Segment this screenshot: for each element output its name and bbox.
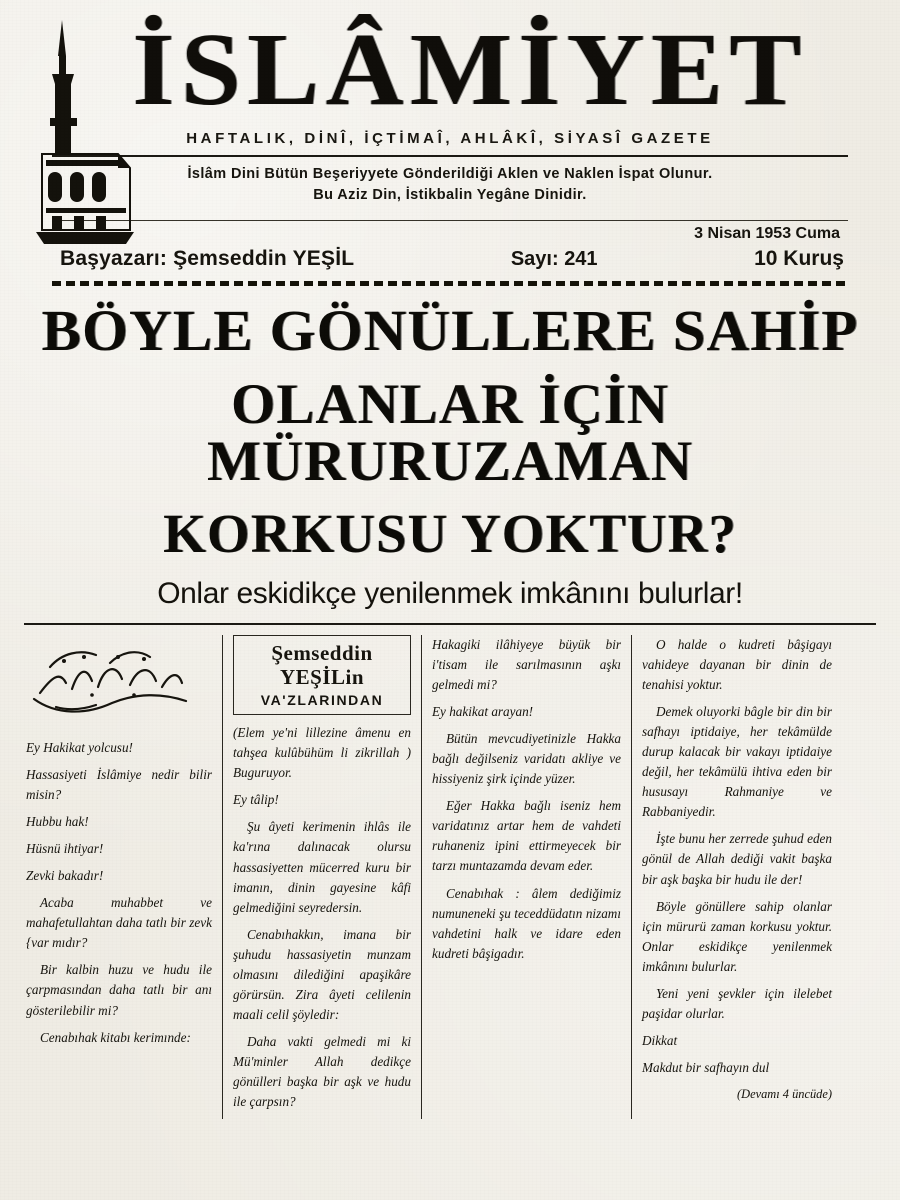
paragraph: Hubbu hak! [26, 814, 89, 830]
paragraph: Makdut bir safhayın dul [642, 1060, 770, 1076]
continuation-note: (Devamı 4 üncüde) [737, 1087, 832, 1102]
paragraph: Cenabıhakkın, imana bir şuhudu hassasiyetin munzam olmasını dilediğini apaşikâre görürsün. Zira âyeti celilenin maali celil şöyledir: [233, 926, 411, 1022]
issue-info-row [26, 245, 874, 279]
sermon-title-box [233, 635, 411, 715]
paragraph: (Elem ye'ni lillezine âmenu en tahşea kulûbühüm li zikrillah ) Buguruyor. [233, 725, 411, 781]
paragraph: Bütün mevcudiyetinizle Hakka bağlı değilseniz varidatı akliye ve hissiyeniz şirk içinde yüzer. [432, 731, 621, 787]
paragraph: Yeni yeni şevkler için ilelebet paşidar olurlar. [642, 985, 832, 1021]
headline-line-3: KORKUSU YOKTUR? [163, 502, 737, 564]
paragraph: Dikkat [642, 1032, 678, 1048]
paragraph: Hakagiki ilâhiyeye büyük bir i'tisam ile sarılmasının aşkı gelmedi mi? [432, 636, 621, 692]
paragraph: Cenabıhak : âlem dediğimiz numuneneki şu teceddüdatın nizamı vahdetini halk ve idare eden kudreti bâşigadır. [432, 885, 621, 961]
sermon-author: Şemseddin YEŞİLin [271, 640, 373, 689]
issue-price: 10 Kuruş [754, 246, 844, 270]
issue-date: 3 Nisan 1953 Cuma [694, 224, 840, 242]
column-1 [26, 635, 222, 1119]
column-2-text [233, 723, 411, 1112]
column-1-text [26, 738, 212, 1048]
headline-subhead: Onlar eskidikçe yenilenmek imkânını bulurlar! [157, 576, 743, 610]
headline-block [0, 286, 900, 564]
paragraph: İşte bunu her zerrede şuhud eden gönül de Allah dediği vakit başka bir aşk başka bir hudu ile der! [642, 831, 832, 887]
chief-editor-label: Başyazarı: Şemseddin YEŞİL [60, 246, 355, 270]
paragraph: Şu âyeti kerimenin ihlâs ile ka'rına dalınacak olursu hassasiyetten mücerred kuru bir imanın, dinin gayesine kâfi gelmediğini seyredersin. [233, 819, 411, 915]
divider-dashed [52, 281, 848, 286]
paragraph: Ey hakikat arayan! [432, 704, 534, 720]
issue-date-row [26, 221, 874, 245]
issue-number: Sayı: 241 [510, 247, 598, 270]
page-title: İSLÂMİYET [132, 12, 808, 127]
paragraph: Demek oluyorki bâgle bir din bir safhayı iptidaiye, her tekâmülde durup kalacak bir vakayı iptidaiye değil, her tekâmülü ihtiva eden bir hususayı Rahmaniye ve Rabbaniyedir. [642, 704, 832, 820]
masthead [0, 0, 900, 286]
column-3-text [432, 635, 621, 964]
article-columns [0, 625, 900, 1135]
paragraph: Daha vakti gelmedi mi ki Mü'minler Allah dedikçe gönülleri başka bir aşk ve hudu ile çarpsın? [233, 1034, 411, 1110]
paragraph: Ey tâlip! [233, 792, 279, 808]
slogan-line-2: Bu Aziz Din, İstikbalin Yegâne Dinidir. [313, 186, 587, 203]
paragraph: Acaba muhabbet ve mahafetullahtan daha tatlı bir zevk {var mıdır? [26, 895, 212, 951]
masthead-slogan [26, 157, 874, 212]
paragraph: Cenabıhak kitabı kerimınde: [40, 1029, 191, 1045]
column-4-text [642, 635, 832, 1104]
paragraph: O halde o kudreti bâşigayı vahideye dayanan bir dinin de tenahisi yoktur. [642, 636, 832, 692]
masthead-subtitle: HAFTALIK, DİNÎ, İÇTİMAÎ, AHLÂKÎ, SİYASÎ GAZETE [186, 129, 714, 147]
column-3 [422, 635, 632, 1119]
headline-line-2: OLANLAR İÇİN MÜRURUZAMAN [207, 372, 693, 493]
paragraph: Hüsnü ihtiyar! [26, 841, 104, 857]
headline-line-1: BÖYLE GÖNÜLLERE SAHİP [41, 297, 859, 363]
column-2 [222, 635, 422, 1119]
paragraph: Bir kalbin huzu ve hudu ile çarpmasından daha tatlı bir anı gösterilebilir mi? [26, 962, 212, 1018]
slogan-line-1: İslâm Dini Bütün Beşeriyyete Gönderildiği Aklen ve Naklen İspat Olunur. [187, 165, 713, 182]
paragraph: Eğer Hakka bağlı iseniz hem varidatınız artar hem de vahdeti ruhaneniz ipini ettirmeyecek bir tarzı muntazamda devam eder. [432, 798, 621, 874]
column-4 [632, 635, 832, 1119]
paragraph: Hassasiyeti İslâmiye nedir bilir misin? [26, 766, 212, 802]
paragraph: Böyle gönüllere sahip olanlar için mürurü zaman korkusu yoktur. Onlar eskidikçe yenilenmek imkânını bulurlar. [642, 898, 832, 974]
sermon-subtitle: VA'ZLARINDAN [260, 692, 384, 709]
paragraph: Ey Hakikat yolcusu! [26, 739, 133, 755]
basmala-calligraphy [26, 637, 196, 723]
paragraph: Zevki bakadır! [26, 868, 104, 884]
